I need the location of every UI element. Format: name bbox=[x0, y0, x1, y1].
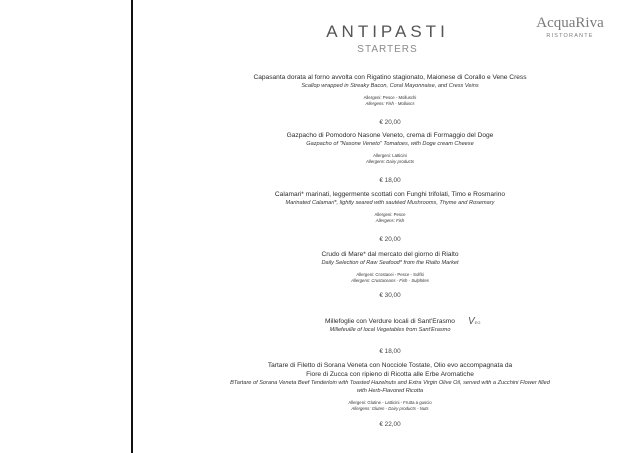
veg-mark: V bbox=[468, 316, 475, 327]
allergens-it: Allergeni: Latticini bbox=[373, 153, 407, 158]
allergens-it: Allergeni: Crostacei - Pesce - Solfiti bbox=[356, 272, 424, 277]
logo-subtitle: RISTORANTE bbox=[546, 33, 594, 39]
dish-name-it: Tartare di Filetto di Sorana Veneta con Nocciole Tostate, Olio evo accompagnata da Fiore di Zucca con ripieno di Ricotta alle Erbe Aromatiche bbox=[267, 362, 513, 378]
dish-name-it: Capasanta dorata al forno avvolta con Rigatino stagionato, Maionese di Corallo e Vene Cress bbox=[253, 74, 527, 81]
allergens-en: Allergens: Crustaceans - Fish - Sulphites bbox=[351, 278, 429, 283]
dish-name-en: Marinated Calamari*, lightly seared with sautéed Mushrooms, Thyme and Rosemary bbox=[285, 200, 495, 206]
dish-name-en: Daily Selection of Raw Seafood* from the Rialto Market bbox=[321, 260, 459, 266]
allergens-en: Allergens: Fish bbox=[375, 218, 405, 223]
dish-name-en: Millefeuille of local Vegetables from Sant'Erasmo bbox=[329, 327, 451, 333]
allergens-en: Allergens: Gluten - Dairy products - Nuts bbox=[351, 406, 429, 411]
dish-name-en: Scallop wrapped in Streaky Bacon, Coral Mayonnaise, and Cress Veins bbox=[301, 83, 479, 89]
dish-allergens bbox=[235, 95, 545, 107]
dish-name-en: Gazpacho of "Nasone Veneto" Tomatoes, with Doge cream Cheese bbox=[306, 141, 474, 147]
dish-name-it: Millefoglie con Verdure locali di Sant'Erasmo bbox=[325, 318, 455, 325]
page-subtitle: STARTERS bbox=[357, 44, 418, 55]
dish-allergens bbox=[285, 272, 495, 284]
dish-item-calamari bbox=[235, 190, 545, 243]
allergens-en: Allergens: Fish - Molluscs bbox=[365, 101, 415, 106]
veg-sub: EG bbox=[474, 320, 481, 325]
dish-name-en: BTartare of Sorana Veneta Beef Tenderloin with Toasted Hazelnuts and Extra Virgin Olive Oil, served with a Zucchini Flower filled with Herb-Flavored Ricotta bbox=[230, 380, 550, 394]
dish-price: € 18,00 bbox=[379, 348, 401, 355]
allergens-it: Allergeni: Pesce - Molluschi bbox=[363, 95, 417, 100]
dish-price: € 18,00 bbox=[379, 177, 401, 184]
dish-price: € 22,00 bbox=[379, 421, 401, 428]
menu-page bbox=[135, 0, 640, 453]
page-title: ANTIPASTI bbox=[326, 22, 449, 41]
dish-item-gazpacho bbox=[235, 131, 545, 184]
dish-item-millefoglie bbox=[235, 317, 545, 355]
left-margin-panel bbox=[0, 0, 133, 453]
allergens-it: Allergeni: Glutine - Latticini - Frutta a guscio bbox=[348, 400, 432, 405]
restaurant-logo bbox=[530, 15, 610, 39]
dish-item-capasanta bbox=[235, 73, 545, 126]
dish-price: € 20,00 bbox=[379, 119, 401, 126]
vegetarian-icon bbox=[468, 316, 480, 327]
logo-name: AcquaRiva bbox=[536, 15, 604, 31]
dish-name-it: Calamari* marinati, leggermente scottati con Funghi trifolati, Timo e Rosmarino bbox=[274, 191, 506, 198]
dish-allergens bbox=[235, 153, 545, 165]
allergens-it: Allergeni: Pesce bbox=[374, 212, 406, 217]
dish-price: € 20,00 bbox=[379, 236, 401, 243]
dish-item-crudo bbox=[285, 250, 495, 299]
dish-price: € 30,00 bbox=[379, 292, 401, 299]
dish-name-it: Crudo di Mare* dal mercato del giorno di Rialto bbox=[321, 251, 459, 258]
dish-allergens bbox=[230, 400, 550, 412]
dish-allergens bbox=[235, 212, 545, 224]
allergens-en: Allergens: Dairy products bbox=[365, 159, 414, 164]
dish-item-tartare bbox=[230, 361, 550, 428]
dish-name-it: Gazpacho di Pomodoro Nasone Veneto, crema di Formaggio del Doge bbox=[286, 132, 494, 139]
